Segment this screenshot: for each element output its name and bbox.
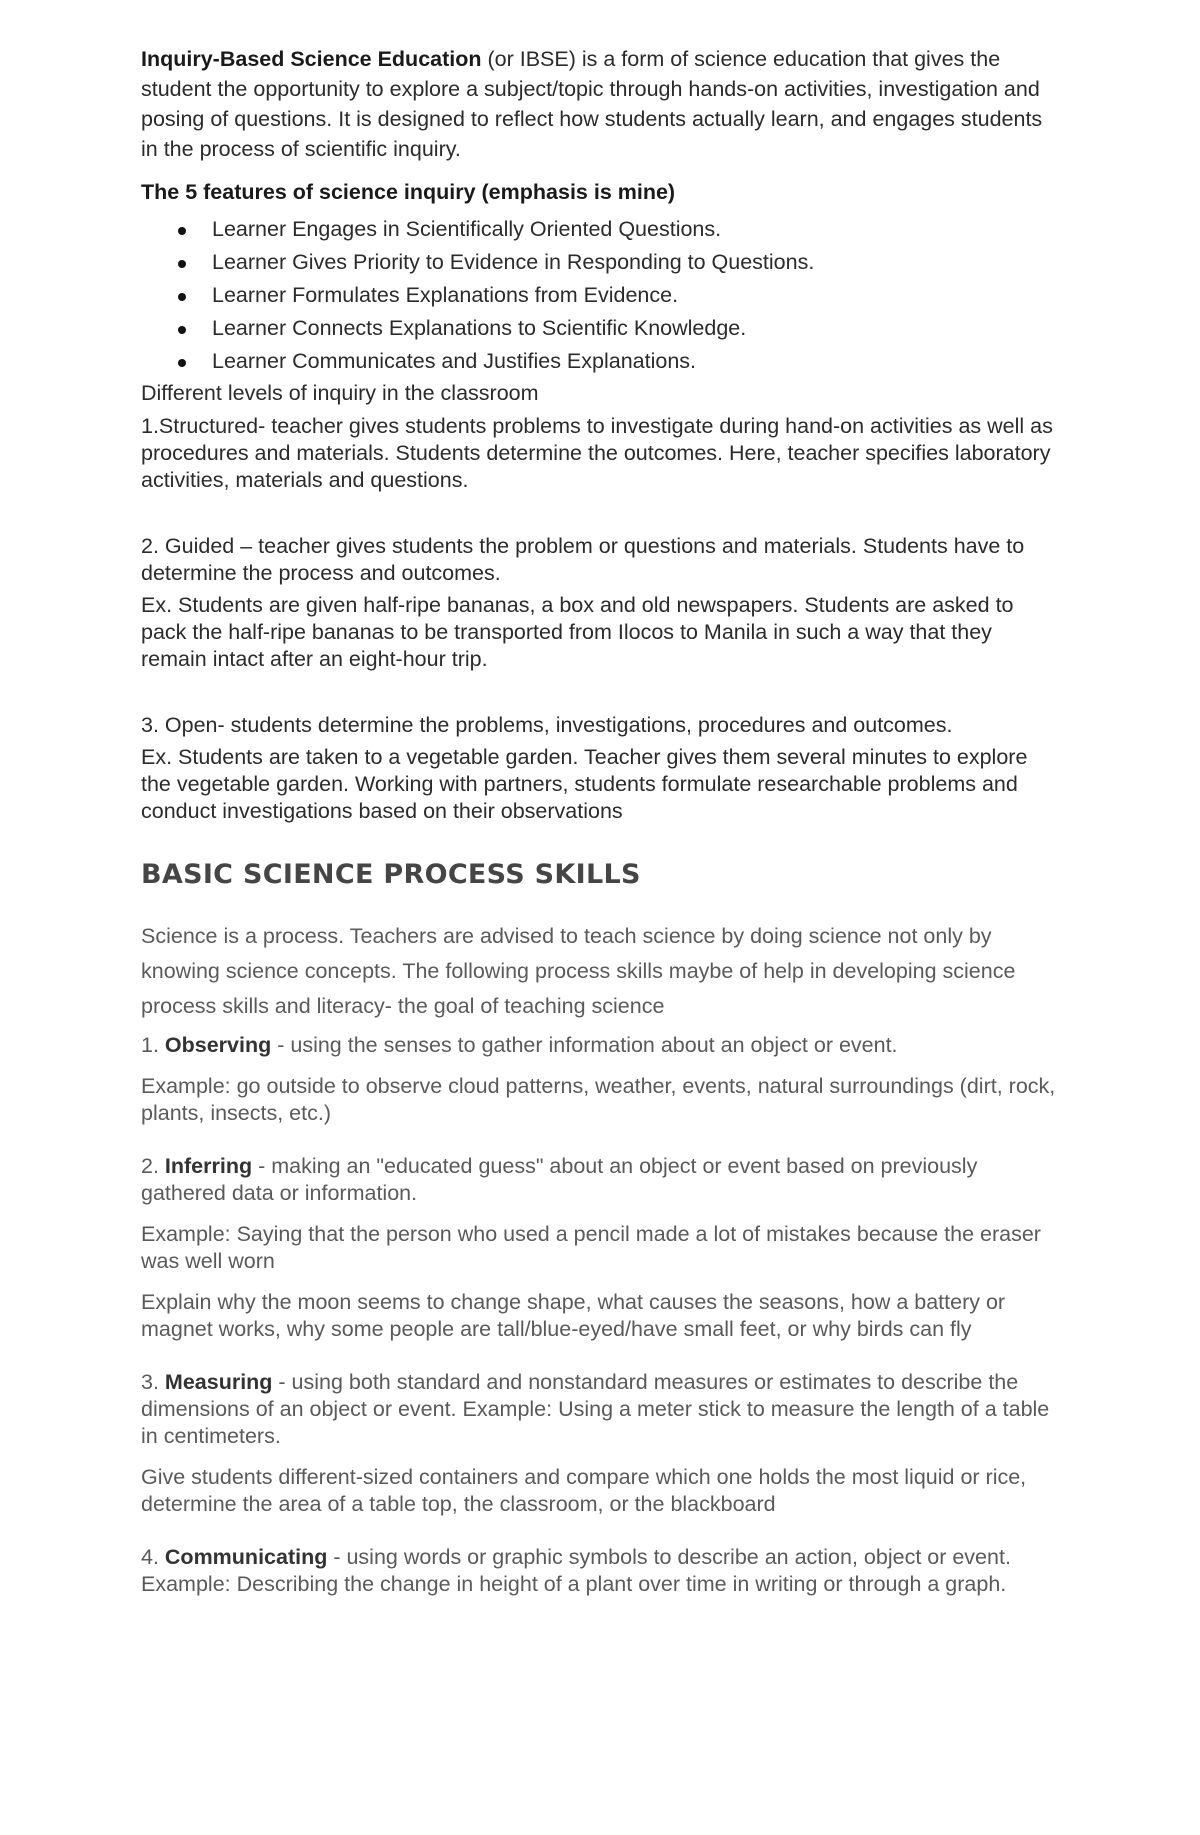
- skill-number: 2.: [141, 1154, 165, 1178]
- skill-communicating: [141, 1544, 1061, 1598]
- feature-item: Learner Connects Explanations to Scientific Knowledge.: [141, 312, 1061, 345]
- skill-number: 1.: [141, 1033, 165, 1057]
- feature-item: Learner Formulates Explanations from Evidence.: [141, 279, 1061, 312]
- skill-measuring-extra: Give students different-sized containers and compare which one holds the most liquid or rice, determine the area of a table top, the classroom, or the blackboard: [141, 1465, 1027, 1516]
- skill-desc: - using the senses to gather information about an object or event.: [271, 1033, 898, 1057]
- levels-heading: Different levels of inquiry in the classroom: [141, 381, 539, 405]
- features-list: [141, 213, 1061, 378]
- skill-observing: [141, 1032, 1061, 1059]
- level-guided: 2. Guided – teacher gives students the problem or questions and materials. Students have to determine the process and outcomes.: [141, 534, 1025, 585]
- skill-name: Measuring: [164, 1370, 273, 1394]
- document-page: [141, 44, 1061, 1598]
- feature-item: Learner Engages in Scientifically Oriented Questions.: [141, 213, 1061, 246]
- skill-desc: - using both standard and nonstandard measures or estimates to describe the dimensions of an object or event. Example: Using a meter stick to measure the length of a table in centimeters.: [141, 1370, 1050, 1448]
- level-structured: 1.Structured- teacher gives students problems to investigate during hand-on activities as well as procedures and materials. Students determine the outcomes. Here, teacher specifies laboratory activities, materials and questions.: [141, 414, 1053, 492]
- skill-desc: - making an "educated guess" about an object or event based on previously gathered data or information.: [141, 1154, 978, 1205]
- skill-name: Inferring: [164, 1154, 253, 1178]
- skill-desc: - using words or graphic symbols to describe an action, object or event. Example: Describing the change in height of a plant over time in writing or through a graph.: [141, 1545, 1011, 1596]
- skill-number: 4.: [141, 1545, 165, 1569]
- level-guided-example: Ex. Students are given half-ripe bananas, a box and old newspapers. Students are asked to pack the half-ripe bananas to be transported from Ilocos to Manila in such a way that they remain intact after an eight-hour trip.: [141, 593, 1014, 671]
- skill-inferring-example: Example: Saying that the person who used a pencil made a lot of mistakes because the eraser was well worn: [141, 1222, 1041, 1273]
- intro-paragraph: [141, 44, 1061, 164]
- skill-number: 3.: [141, 1370, 165, 1394]
- skills-heading: BASIC SCIENCE PROCESS SKILLS: [141, 859, 641, 890]
- level-open-example: Ex. Students are taken to a vegetable garden. Teacher gives them several minutes to explore the vegetable garden. Working with partners, students formulate researchable problems and conduct investigations based on their observations: [141, 745, 1028, 823]
- feature-item: Learner Communicates and Justifies Explanations.: [141, 345, 1061, 378]
- skill-observing-example: Example: go outside to observe cloud patterns, weather, events, natural surroundings (dirt, rock, plants, insects, etc.): [141, 1074, 1056, 1125]
- skill-measuring: [141, 1369, 1061, 1450]
- skill-name: Communicating: [164, 1545, 328, 1569]
- skills-intro: Science is a process. Teachers are advised to teach science by doing science not only by knowing science concepts. The following process skills maybe of help in developing science process skills and literacy- the goal of teaching science: [141, 924, 1016, 1018]
- features-heading: The 5 features of science inquiry (emphasis is mine): [141, 180, 676, 204]
- skill-inferring: [141, 1153, 1061, 1207]
- skill-name: Observing: [164, 1033, 272, 1057]
- ibse-term: Inquiry-Based Science Education: [141, 47, 482, 71]
- intro-text: (or IBSE) is a form of science education that gives the student the opportunity to explore a subject/topic through hands-on activities, investigation and posing of questions. It is designed to reflect how students actually learn, and engages students in the process of scientific inquiry.: [141, 47, 1043, 161]
- level-open: 3. Open- students determine the problems, investigations, procedures and outcomes.: [141, 713, 953, 737]
- skill-inferring-extra: Explain why the moon seems to change shape, what causes the seasons, how a battery or magnet works, why some people are tall/blue-eyed/have small feet, or why birds can fly: [141, 1290, 1006, 1341]
- feature-item: Learner Gives Priority to Evidence in Responding to Questions.: [141, 246, 1061, 279]
